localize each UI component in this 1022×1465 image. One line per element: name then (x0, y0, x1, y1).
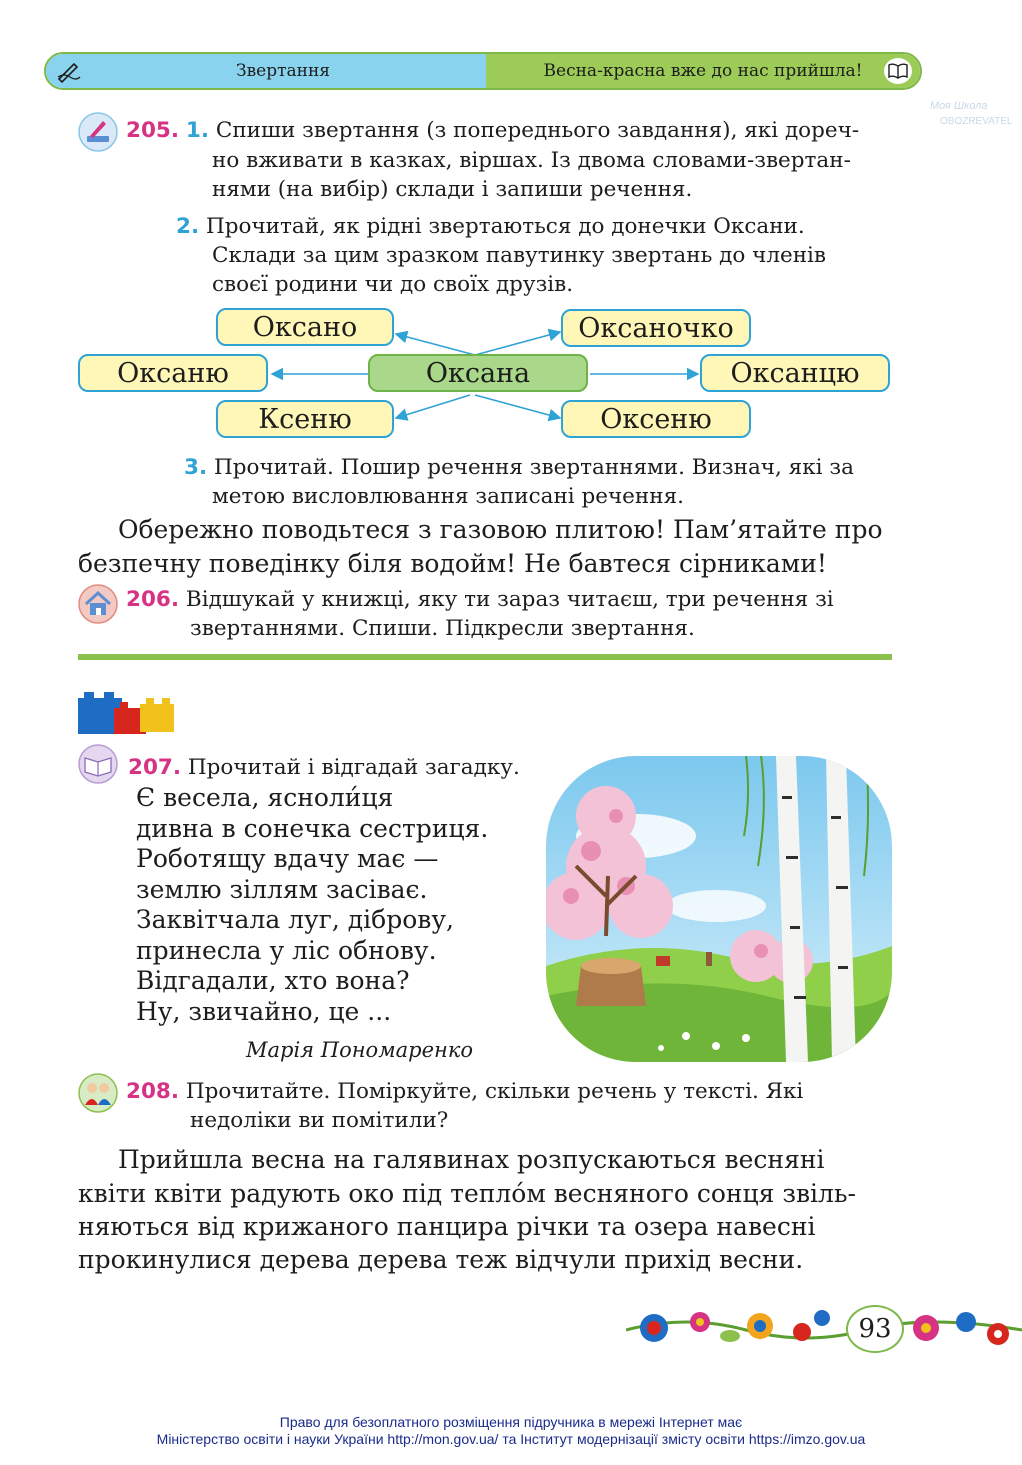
poem-line: принесла у ліс обнову. (136, 935, 437, 965)
poem-line: Є весела, ясноли́ця (136, 783, 394, 812)
subtask-number-3: 3. (184, 455, 208, 480)
watermark-logo: OBOZREVATEL (940, 116, 1013, 127)
header-left (46, 54, 486, 88)
poem-line: Відгадали, хто вона? (136, 966, 410, 995)
ex205-text-line-1: Обережно поводьтеся з газовою плитою! Пам’ятайте про (118, 515, 883, 544)
poem-line: Заквітчала луг, діброву, (136, 905, 454, 934)
header-section-title: Весна-красна вже до нас прийшла! (543, 61, 863, 81)
exercise-206 (126, 585, 896, 615)
section-divider (78, 654, 892, 660)
exercise-number-206: 206. (126, 587, 180, 612)
task-3-line-2: метою висловлювання записані речення. (212, 484, 684, 509)
web-word-top-right: Оксаночко (561, 309, 751, 347)
subtask-number-2: 2. (176, 214, 200, 239)
ex205-text-line-2: безпечну поведінку біля водойм! Не бавтеся сірниками! (78, 549, 827, 578)
exercise-number-207: 207. (128, 755, 182, 780)
watermark-logo: Моя Школа (930, 100, 988, 112)
exercise-205-task-2 (176, 212, 896, 242)
page-number: 93 (846, 1305, 904, 1353)
web-word-left: Оксаню (78, 354, 268, 392)
ex208-text-line-3: няються від крижаного панцира річки та озера навесні (78, 1212, 816, 1241)
building-blocks-icon (76, 690, 178, 738)
task-2-line-2: Склади за цим зразком павутинку звертань до членів (212, 243, 827, 268)
footer-line-1: Право для безоплатного розміщення підручника в мережі Інтернет має (279, 1414, 743, 1430)
poem-line: дивна в сонечка сестриця. (136, 813, 489, 843)
exercise-number-208: 208. (126, 1079, 180, 1104)
ex206-line-2: звертаннями. Спиши. Підкресли звертання. (190, 616, 695, 641)
exercise-207 (128, 753, 548, 783)
home-task-icon (78, 584, 118, 624)
web-word-right: Оксанцю (700, 354, 890, 392)
poem-line: Роботящу вдачу має — (136, 844, 439, 873)
subtask-number-1: 1. (185, 118, 210, 143)
ex208-line-2: недоліки ви помітили? (190, 1108, 449, 1133)
open-book-icon (884, 58, 912, 84)
ex208-text-line-4: прокинулися дерева дерева теж відчули прихід весни. (78, 1245, 804, 1274)
web-word-center: Оксана (368, 354, 588, 392)
floral-ornament (626, 1296, 1022, 1360)
exercise-208 (126, 1077, 896, 1107)
riddle-poem (136, 783, 536, 1027)
task-1-line-1: Спиши звертання (з попереднього завдання), які дореч- (215, 118, 860, 143)
task-2-line-3: своєї родини чи до своїх друзів. (212, 272, 574, 297)
web-word-top-left: Оксано (216, 308, 394, 346)
ex208-line-1: Прочитайте. Поміркуйте, скільки речень у тексті. Які (185, 1079, 804, 1104)
task-2-line-1: Прочитай, як рідні звертаються до донечки Оксани. (205, 214, 805, 239)
pen-writing-icon (56, 59, 82, 83)
ex206-line-1: Відшукай у книжці, яку ти зараз читаєш, три речення зі (185, 587, 834, 612)
task-1-line-2: но вживати в казках, віршах. Із двома словами-звертан- (212, 148, 851, 173)
exercise-205-task-1 (126, 116, 896, 146)
web-word-bottom-right: Оксеню (561, 400, 751, 438)
header-topic: Звертання (236, 61, 331, 81)
ex208-text-line-2: квіти квіти радують око під теплóм весняного сонця звіль- (78, 1179, 856, 1208)
exercise-number-205: 205. (126, 118, 180, 143)
header-right (486, 54, 920, 88)
task-3-line-1: Прочитай. Пошир речення звертаннями. Визнач, які за (213, 455, 854, 480)
poem-line: землю зіллям засіває. (136, 874, 428, 904)
writing-task-icon (78, 112, 118, 152)
chapter-header (44, 52, 922, 90)
poem-author: Марія Пономаренко (246, 1038, 474, 1062)
poem-line: Ну, звичайно, це ... (136, 996, 392, 1026)
footer-line-2: Міністерство освіти і науки України http://mon.gov.ua/ та Інститут модернізації змісту освіти https://imzo.gov.ua (156, 1431, 866, 1447)
spring-landscape-illustration (546, 756, 892, 1062)
ex208-text-line-1: Прийшла весна на галявинах розпускаються весняні (118, 1145, 825, 1174)
task-1-line-3: нями (на вибір) склади і запиши речення. (212, 177, 693, 202)
pair-work-icon (78, 1073, 118, 1113)
web-word-bottom-left: Ксеню (216, 400, 394, 438)
ex207-task: Прочитай і відгадай загадку. (187, 755, 520, 780)
reading-task-icon (78, 744, 118, 784)
exercise-205-task-3 (184, 453, 896, 483)
